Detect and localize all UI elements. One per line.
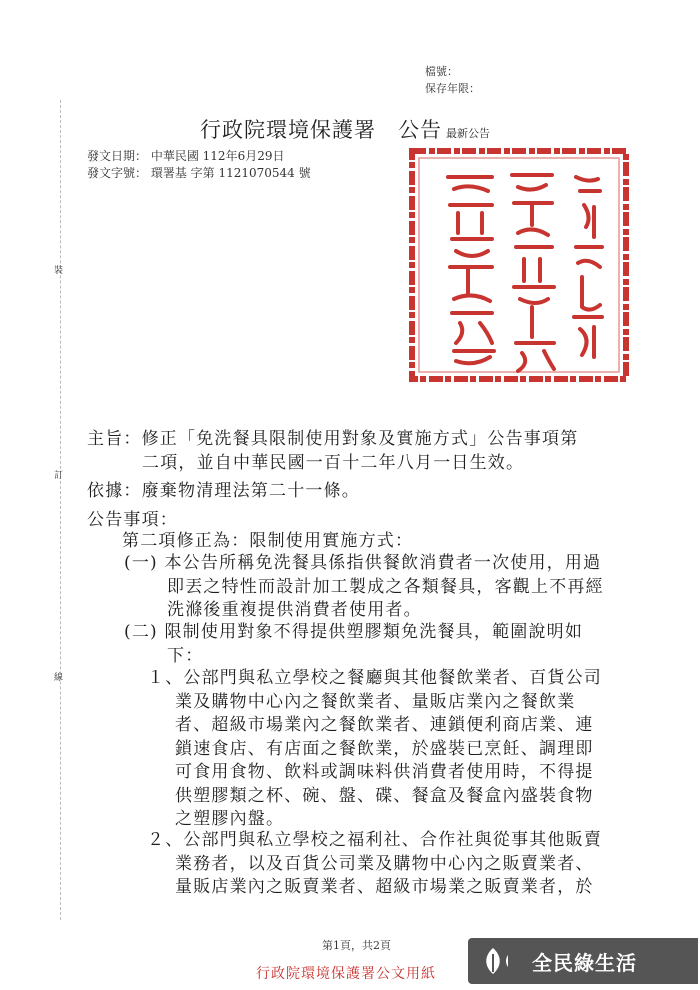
leaf-icon	[478, 946, 508, 976]
point-1	[147, 667, 602, 832]
sub-item-1	[124, 552, 604, 623]
sub-item-2-line-1: (二) 限制使用對象不得提供塑膠類免洗餐具，範圍說明如	[124, 622, 584, 642]
sub-item-2-line-2: 下：	[167, 645, 204, 666]
point-1-line-4: 鎖速食店、有店面之餐飲業，於盛裝已烹飪、調理即	[175, 738, 594, 759]
announcement-label-text: 公告事項：	[87, 510, 178, 530]
subject-line-1: 主旨：修正「免洗餐具限制使用對象及實施方式」公告事項第	[87, 429, 579, 449]
issue-date-value: 中華民國 112年6月29日	[150, 149, 285, 163]
announcement-label	[87, 509, 178, 533]
point-2	[147, 829, 602, 900]
margin-char-xian: 線	[54, 673, 64, 683]
document-number-value: 環署基 字第 1121070544 號	[150, 166, 311, 180]
file-number-label: 檔號：	[425, 65, 458, 78]
document-number-row	[87, 164, 311, 181]
page-title	[200, 114, 490, 144]
page-number: 第1頁，共2頁	[322, 939, 391, 952]
point-1-line-6: 供塑膠類之杯、碗、盤、碟、餐盒及餐盒內盛裝食物	[175, 785, 594, 806]
document-number-label: 發文字號：	[87, 166, 148, 180]
latest-notice-tag: 最新公告	[446, 127, 490, 140]
binding-line	[60, 100, 62, 920]
point-1-line-5: 可食用食物、飲料或調味料供消費者使用時，不得提	[175, 762, 594, 782]
point-1-line-7: 之塑膠內盤。	[175, 809, 285, 829]
sub-item-1-line-2: 即丟之特性而設計加工製成之各類餐具，客觀上不再經	[167, 576, 604, 597]
green-life-watermark-logo	[468, 938, 698, 984]
issue-date-row	[87, 147, 284, 164]
sub-item-2	[124, 621, 583, 668]
item-intro	[122, 530, 413, 554]
retention-period-label: 保存年限：	[425, 82, 480, 95]
basis-line: 依據：廢棄物清理法第二十一條。	[87, 481, 360, 501]
point-2-line-3: 量販店業內之販賣業者、超級市場業之販賣業者，於	[175, 877, 594, 897]
sub-item-1-line-1: (一) 本公告所稱免洗餐具係指供餐飲消費者一次使用，用過	[124, 553, 602, 573]
margin-char-ding: 訂	[54, 471, 64, 481]
sub-item-1-line-3: 洗滌後重複提供消費者使用者。	[167, 600, 422, 620]
title-text: 行政院環境保護署 公告	[200, 118, 442, 142]
stationery-footer: 行政院環境保護署公文用紙	[256, 966, 436, 982]
margin-char-zhuang: 裝	[54, 266, 64, 276]
point-1-line-3: 者、超級市場業內之餐飲業者、連鎖便利商店業、連	[175, 715, 594, 735]
basis-paragraph	[87, 480, 360, 504]
point-1-line-2: 業及購物中心內之餐飲業者、量販店業內之餐飲業	[175, 691, 576, 712]
point-2-line-1: ２、公部門與私立學校之福利社、合作社與從事其他販賣	[147, 830, 602, 850]
issue-date-label: 發文日期：	[87, 149, 148, 163]
subject-line-2: 二項，並自中華民國一百十二年八月一日生效。	[142, 452, 525, 473]
point-2-line-2: 業務者，以及百貨公司業及購物中心內之販賣業者、	[175, 853, 594, 874]
item-intro-text: 第二項修正為：限制使用實施方式：	[122, 531, 414, 551]
logo-text: 全民綠生活	[532, 951, 637, 975]
subject-paragraph	[87, 428, 578, 475]
point-1-line-1: １、公部門與私立學校之餐廳與其他餐飲業者、百貨公司	[147, 668, 602, 688]
official-seal-stamp	[408, 147, 630, 383]
